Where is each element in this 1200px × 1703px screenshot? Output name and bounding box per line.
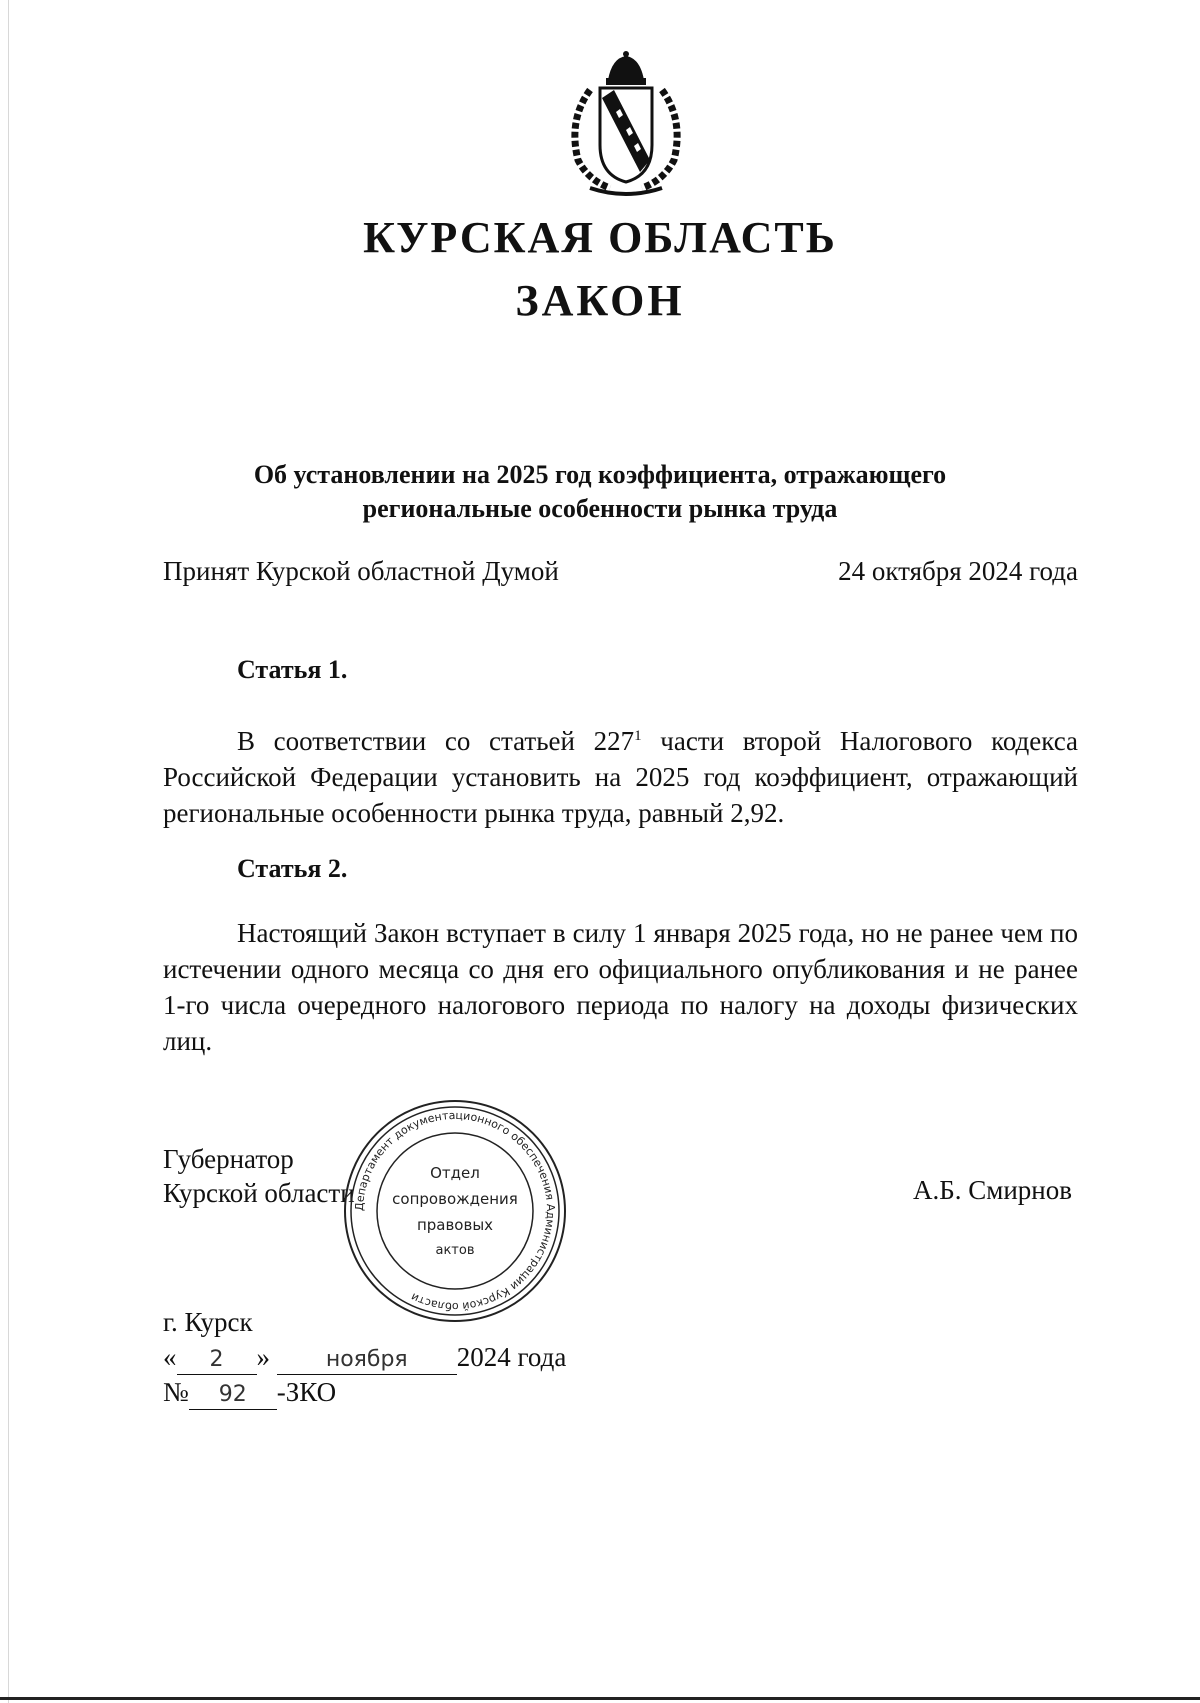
stamp-line-2: сопровождения — [392, 1190, 518, 1208]
article-2-heading: Статья 2. — [237, 854, 348, 883]
number-value: 92 — [189, 1381, 277, 1410]
adopted-by: Принят Курской областной Думой — [163, 556, 559, 586]
law-number — [163, 1377, 336, 1410]
scan-edge-bottom — [0, 1697, 1200, 1700]
svg-text:Департамент документационного — [353, 1109, 557, 1313]
date-year: 2024 года — [456, 1342, 567, 1372]
date-day: 2 — [177, 1346, 257, 1375]
article-1-superscript: 1 — [634, 728, 642, 744]
signing-date — [163, 1342, 566, 1375]
article-2-paragraph: Настоящий Закон вступает в силу 1 января 2025 года, но не ранее чем по истечении одного месяца со дня его официального опубликования и не ранее 1-го числа очередного налогового периода по налогу на доходы физических лиц. — [163, 918, 1078, 1056]
document-type-heading: ЗАКОН — [515, 276, 685, 325]
stamp-line-4: актов — [435, 1243, 475, 1258]
region-heading: КУРСКАЯ ОБЛАСТЬ — [363, 213, 837, 262]
law-title-line: региональные особенности рынка труда — [362, 494, 838, 523]
close-quote: » — [256, 1342, 270, 1372]
article-1-text-end: части второй Налогового кодекса Российской Федерации установить на 2025 год коэффициент, отражающий региональные особенности рынка труда, равный 2,92. — [163, 726, 1078, 828]
coat-of-arms-emblem — [560, 50, 692, 200]
signing-place: г. Курск — [163, 1307, 253, 1337]
signatory-name: А.Б. Смирнов — [913, 1175, 1072, 1205]
number-suffix: -ЗКО — [276, 1377, 337, 1407]
article-1-text — [163, 718, 1078, 831]
date-month: ноября — [277, 1346, 457, 1375]
stamp-line-1: Отдел — [430, 1164, 480, 1182]
position-line-1: Губернатор — [163, 1144, 294, 1174]
law-title-line: Об установлении на 2025 год коэффициента, отражающего — [253, 460, 947, 489]
article-1-text-start: В соответствии со статьей 227 — [237, 726, 635, 756]
stamp-ring-text: Департамент документационного обеспечения Администрации Курской области — [352, 1108, 558, 1314]
law-title — [180, 458, 1020, 526]
article-1-heading: Статья 1. — [237, 655, 348, 684]
number-prefix: № — [163, 1377, 189, 1407]
adoption-date: 24 октября 2024 года — [838, 556, 1078, 586]
article-2-text — [163, 915, 1078, 1059]
open-quote: « — [163, 1342, 177, 1372]
stamp-line-3: правовых — [416, 1216, 494, 1234]
official-stamp — [340, 1096, 570, 1326]
signatory-position — [163, 1142, 355, 1210]
position-line-2: Курской области — [163, 1178, 355, 1208]
